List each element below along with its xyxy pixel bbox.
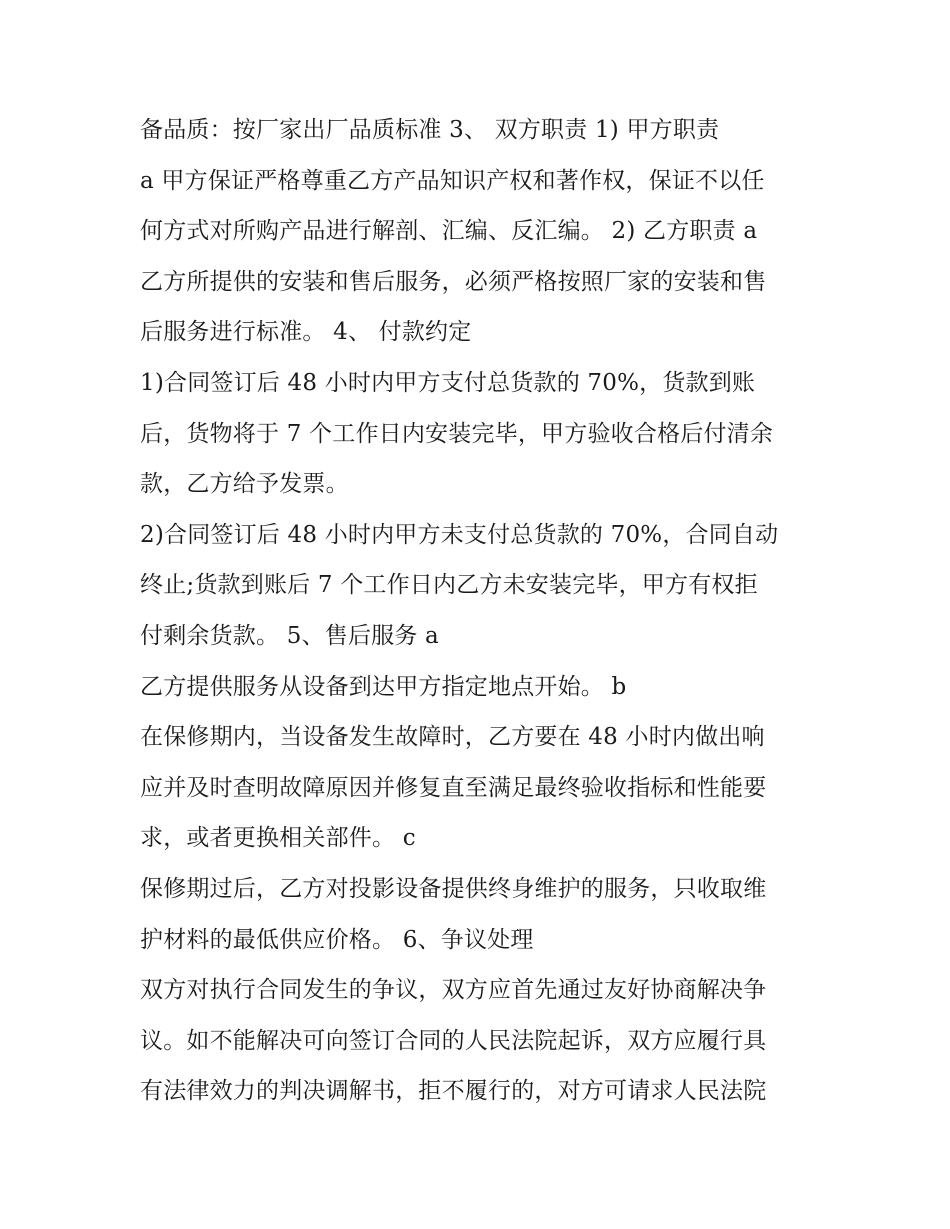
text-line: 护材料的最低供应价格。 6、争议处理 xyxy=(140,927,534,953)
text-line: a 甲方保证严格尊重乙方产品知识产权和著作权，保证不以任 xyxy=(140,168,765,194)
text-line: 保修期过后，乙方对投影设备提供终身维护的服务，只收取维 xyxy=(140,876,767,902)
text-line: 乙方所提供的安装和售后服务，必须严格按照厂家的安装和售 xyxy=(140,269,767,295)
text-line: 双方对执行合同发生的争议，双方应首先通过友好协商解决争 xyxy=(140,977,767,1003)
text-line: 款，乙方给予发票。 xyxy=(140,471,349,497)
text-line: 有法律效力的判决调解书，拒不履行的，对方可请求人民法院 xyxy=(140,1078,767,1104)
text-line: 议。如不能解决可向签订合同的人民法院起诉，双方应履行具 xyxy=(140,1028,767,1054)
text-line: 应并及时查明故障原因并修复直至满足最终验收指标和性能要 xyxy=(140,775,767,801)
text-line: 2)合同签订后 48 小时内甲方未支付总货款的 70%，合同自动 xyxy=(140,522,779,548)
text-line: 求，或者更换相关部件。 c xyxy=(140,825,416,851)
text-line: 乙方提供服务从设备到达甲方指定地点开始。 b xyxy=(140,674,627,700)
text-line: 付剩余货款。 5、售后服务 a xyxy=(140,623,439,649)
text-line: 后服务进行标准。 4、 付款约定 xyxy=(140,319,472,345)
text-line: 在保修期内，当设备发生故障时，乙方要在 48 小时内做出响 xyxy=(140,724,765,750)
text-line: 终止;货款到账后 7 个工作日内乙方未安装完毕，甲方有权拒 xyxy=(140,572,758,598)
text-line: 备品质：按厂家出厂品质标准 3、 双方职责 1) 甲方职责 xyxy=(140,117,720,143)
text-line: 后，货物将于 7 个工作日内安装完毕，甲方验收合格后付清余 xyxy=(140,421,774,447)
text-line: 1)合同签订后 48 小时内甲方支付总货款的 70%，货款到账 xyxy=(140,370,756,396)
text-line: 何方式对所购产品进行解剖、汇编、反汇编。 2) 乙方职责 a xyxy=(140,218,758,244)
